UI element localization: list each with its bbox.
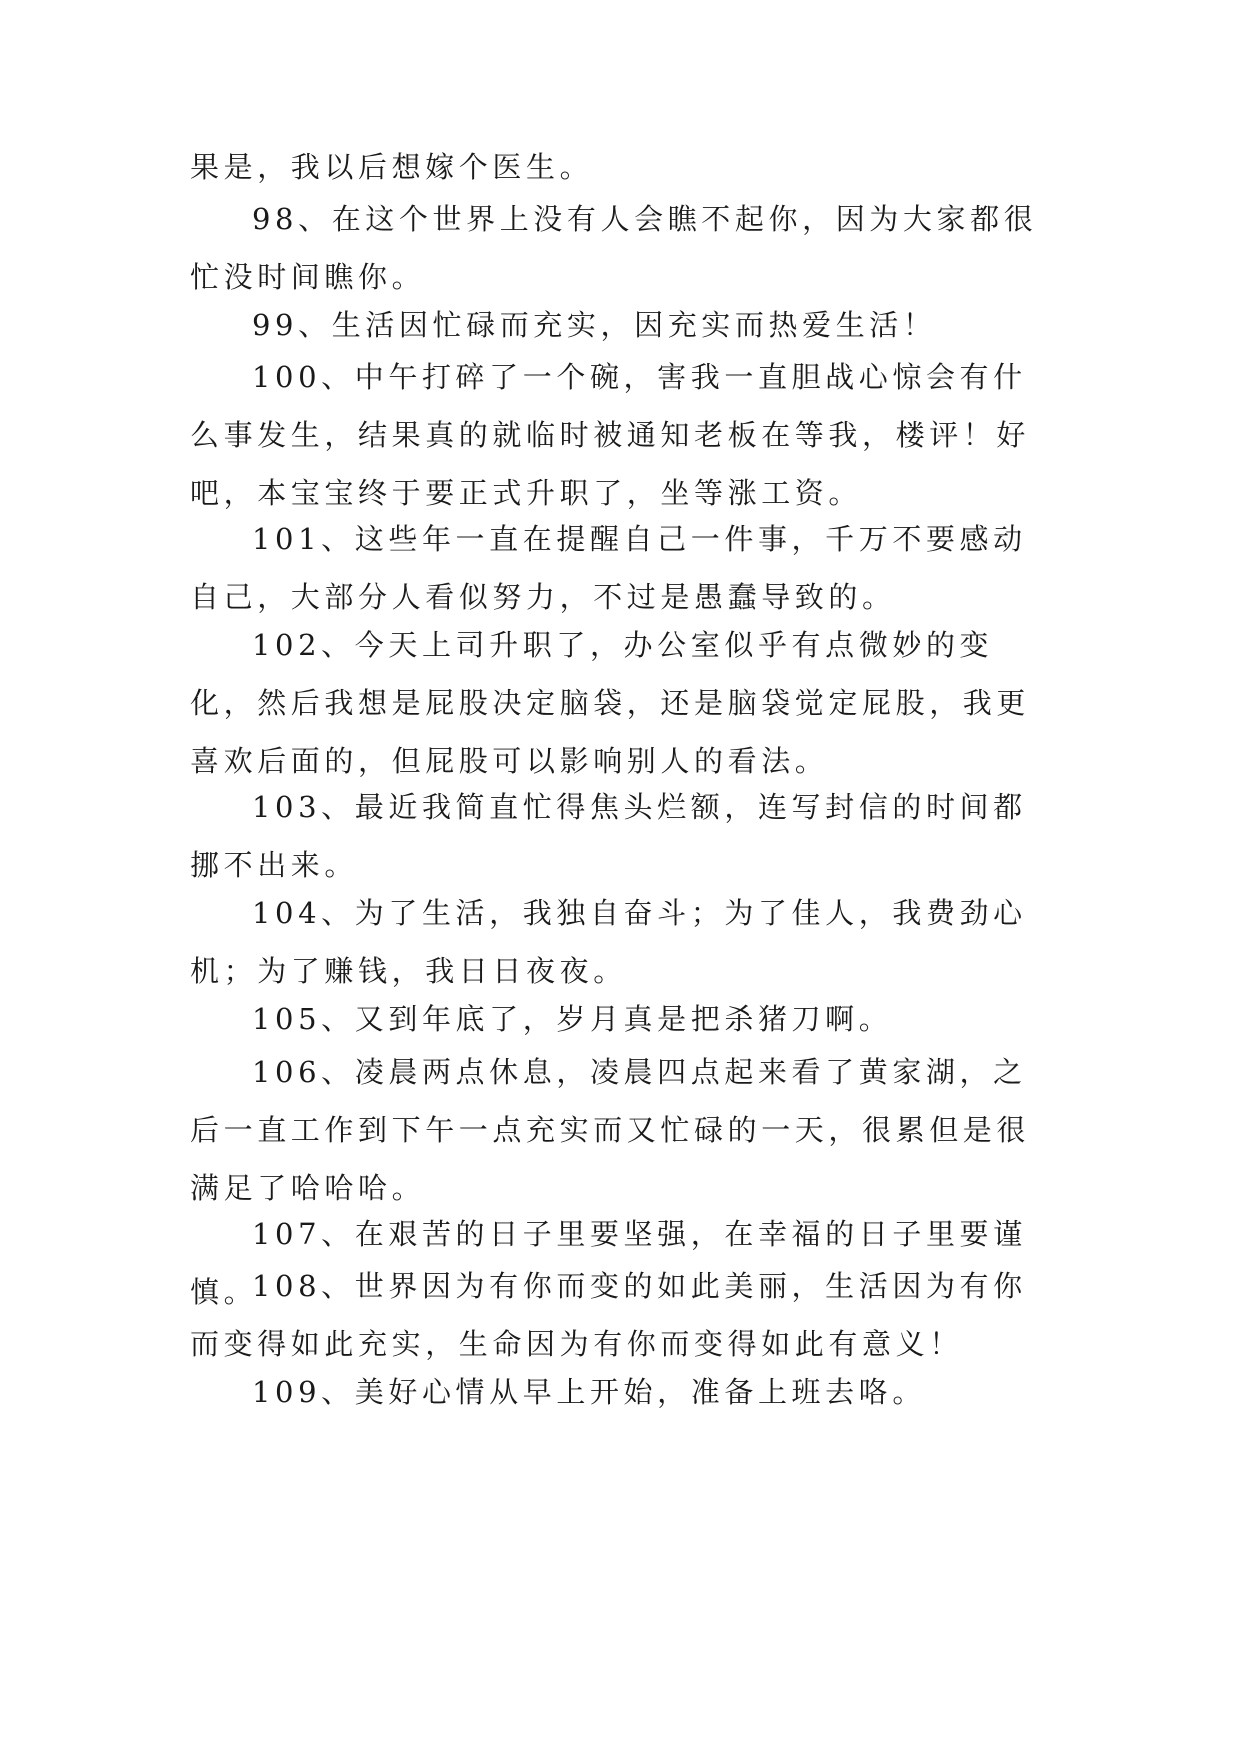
paragraph-104: 104、为了生活，我独自奋斗；为了佳人，我费劲心机；为了赚钱，我日日夜夜。 <box>190 896 1027 988</box>
paragraph-continuation: 果是，我以后想嫁个医生。 <box>190 150 594 184</box>
document-page <box>190 0 1050 1754</box>
paragraph-106: 106、凌晨两点休息，凌晨四点起来看了黄家湖，之后一直工作到下午一点充实而又忙碌的一天，很累但是很满足了哈哈哈。 <box>190 1055 1031 1205</box>
paragraph-99: 99、生活因忙碌而充实，因充实而热爱生活！ <box>252 308 937 342</box>
paragraph-98: 98、在这个世界上没有人会瞧不起你，因为大家都很忙没时间瞧你。 <box>190 202 1038 294</box>
paragraph-103: 103、最近我简直忙得焦头烂额，连写封信的时间都挪不出来。 <box>190 790 1027 882</box>
paragraph-100: 100、中午打碎了一个碗，害我一直胆战心惊会有什么事发生，结果真的就临时被通知老板在等我，楼评！好吧，本宝宝终于要正式升职了，坐等涨工资。 <box>190 360 1031 510</box>
paragraph-102: 102、今天上司升职了，办公室似乎有点微妙的变化，然后我想是屁股决定脑袋，还是脑袋觉定屁股，我更喜欢后面的，但屁股可以影响别人的看法。 <box>190 628 1031 778</box>
paragraph-108: 108、世界因为有你而变的如此美丽，生活因为有你而变得如此充实，生命因为有你而变得如此有意义！ <box>190 1269 1027 1361</box>
paragraph-107: 107、在艰苦的日子里要坚强，在幸福的日子里要谨慎。 <box>190 1217 1027 1309</box>
paragraph-101: 101、这些年一直在提醒自己一件事，千万不要感动自己，大部分人看似努力，不过是愚蠢导致的。 <box>190 522 1027 614</box>
paragraph-105: 105、又到年底了，岁月真是把杀猪刀啊。 <box>252 1002 893 1036</box>
paragraph-109: 109、美好心情从早上开始，准备上班去咯。 <box>252 1375 926 1409</box>
